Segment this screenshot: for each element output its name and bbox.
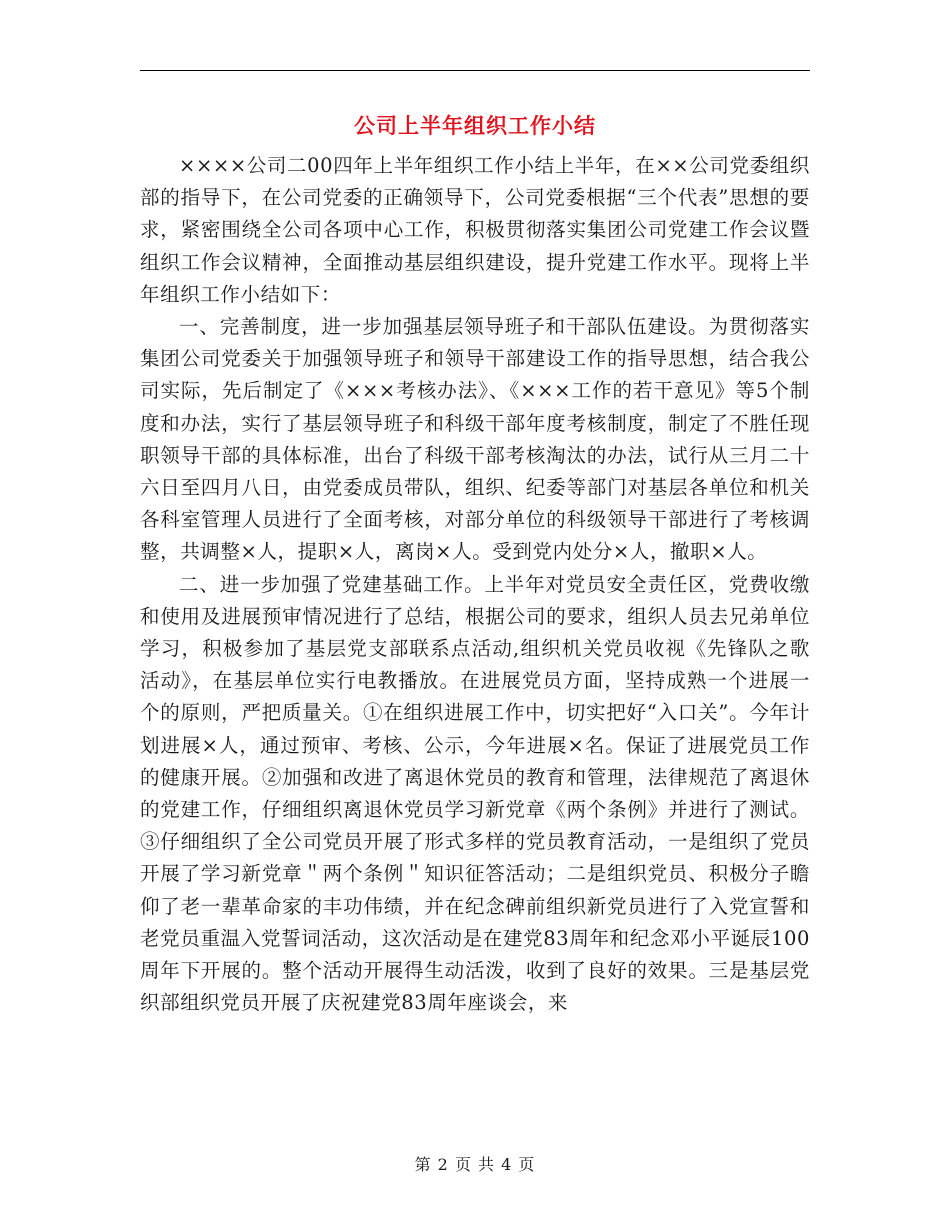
paragraph-section-two: 二、进一步加强了党建基础工作。上半年对党员安全责任区，党费收缴和使用及进展预审情况进行了总结，根据公司的要求，组织人员去兄弟单位学习，积极参加了基层党支部联系点活动,组织机关党员收视《先锋队之歌活动》，在基层单位实行电教播放。在进展党员方面，坚持成熟一个进展一个的原则，严把质量关。①在组织进展工作中，切实把好“入口关”。今年计划进展×人，通过预审、考核、公示，今年进展×名。保证了进展党员工作的健康开展。②加强和改进了离退休党员的教育和管理，法律规范了离退休的党建工作，仔细组织离退休党员学习新党章《两个条例》并进行了测试。③仔细组织了全公司党员开展了形式多样的党员教育活动，一是组织了党员开展了学习新党章＂两个条例＂知识征答活动；二是组织党员、积极分子瞻仰了老一辈革命家的丰功伟绩，并在纪念碑前组织新党员进行了入党宣誓和老党员重温入党誓词活动，这次活动是在建党83周年和纪念邓小平诞辰100周年下开展的。整个活动开展得生动活泼，收到了良好的效果。三是基层党织部组织党员开展了庆祝建党83周年座谈会，来 [140,572,810,1015]
paragraph-intro: ××××公司二00四年上半年组织工作小结上半年，在××公司党委组织部的指导下，在公司党委的正确领导下，公司党委根据“三个代表”思想的要求，紧密围绕全公司各项中心工作，积极贯彻落实集团公司党建工作会议暨组织工作会议精神，全面推动基层组织建设，提升党建工作水平。现将上半年组织工作小结如下： [140,154,810,306]
header-rule [140,70,810,71]
page-number-footer: 第 2 页 共 4 页 [414,1155,536,1174]
paragraph-section-one: 一、完善制度，进一步加强基层领导班子和干部队伍建设。为贯彻落实集团公司党委关于加强领导班子和领导干部建设工作的指导思想，结合我公司实际，先后制定了《×××考核办法》、《×××工作的若干意见》等5个制度和办法，实行了基层领导班子和科级干部年度考核制度，制定了不胜任现职领导干部的具体标准，出台了科级干部考核淘汰的办法，试行从三月二十六日至四月八日，由党委成员带队，组织、纪委等部门对基层各单位和机关各科室管理人员进行了全面考核，对部分单位的科级领导干部进行了考核调整，共调整×人，提职×人，离岗×人。受到党内处分×人，撤职×人。 [140,315,810,564]
document-body [140,150,810,1019]
document-title: 公司上半年组织工作小结 [354,113,596,138]
